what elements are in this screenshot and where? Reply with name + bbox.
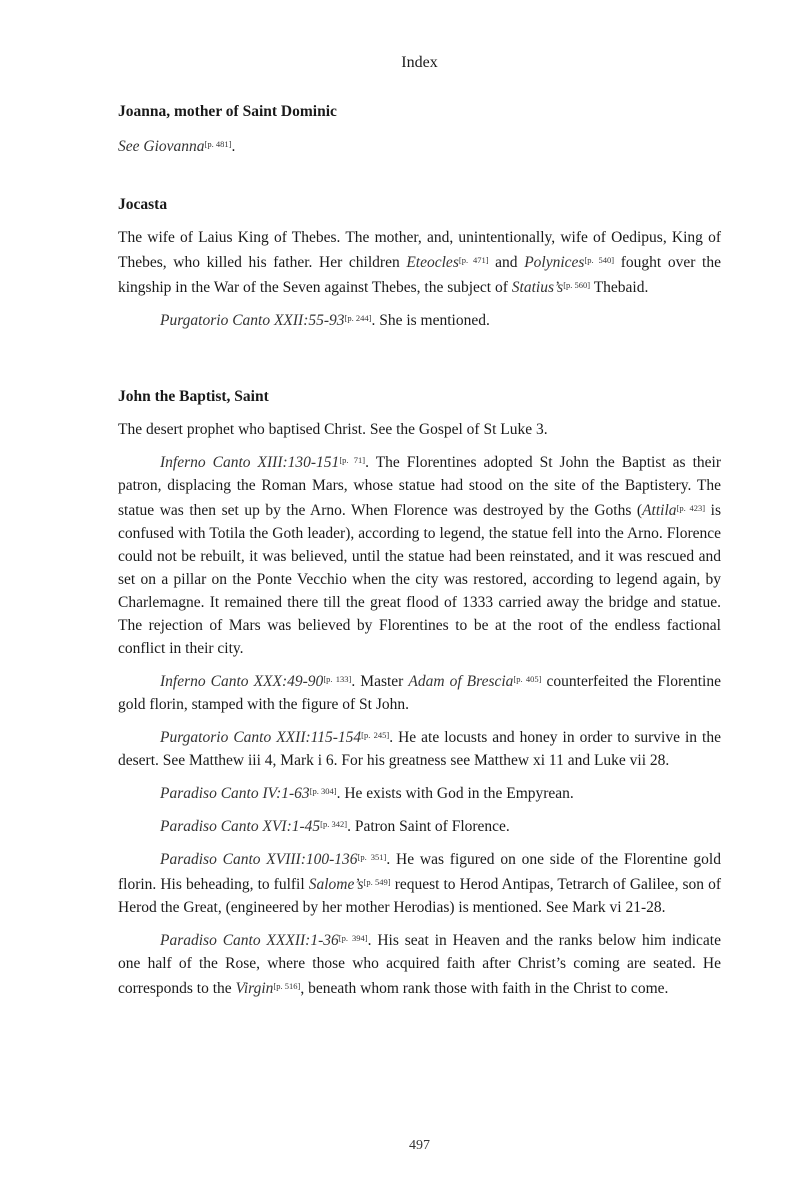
- link-statius[interactable]: Statius’s: [511, 279, 564, 296]
- link-polynices[interactable]: Polynices: [524, 254, 585, 271]
- canto-reference: Purgatorio Canto XXII:55-93[p. 244]. She is mentioned.: [160, 312, 490, 329]
- canto-link[interactable]: Inferno Canto XIII:130-151: [160, 454, 340, 471]
- entry-description: The desert prophet who baptised Christ. See the Gospel of St Luke 3.: [118, 421, 548, 438]
- link-salome[interactable]: Salome’s: [308, 876, 364, 893]
- link-adam-of-brescia[interactable]: Adam of Brescia: [408, 673, 514, 690]
- canto-link[interactable]: Paradiso Canto XXXII:1-36: [160, 932, 339, 949]
- canto-reference: Paradiso Canto XXXII:1-36[p. 394]. His seat in Heaven and the ranks below him indicate one half of the Rose, where those who acquired faith after Christ’s coming are seated. He corresponds to the Virgin[p. 516], beneath whom rank those with faith in the Christ to come.: [118, 932, 721, 997]
- see-reference: See Giovanna[p. 481].: [118, 138, 236, 155]
- entry-heading: John the Baptist, Saint: [118, 388, 269, 405]
- canto-reference: Inferno Canto XIII:130-151[p. 71]. The Florentines adopted St John the Baptist as their patron, displacing the Roman Mars, whose statue had stood on the site of the Baptistery. The statue was then set up by the Arno. When Florence was destroyed by the Goths (Attila[p. 423] is confused with Totila the Goth leader), according to legend, the statue fell into the Arno. Florence could not be rebuilt, it was believed, until the statue had been reinstated, and it was rescued and set on a pillar on the Ponte Vecchio when the city was restored, according to legend again, by Charlemagne. It remained there till the great flood of 1333 carried away the bridge and statue. The rejection of Mars was believed by Florentines to be at the root of the endless factional conflict in their city.: [118, 454, 721, 657]
- link-attila[interactable]: Attila: [642, 502, 677, 519]
- page-header: Index: [401, 54, 438, 71]
- canto-reference: Paradiso Canto IV:1-63[p. 304]. He exists with God in the Empyrean.: [160, 785, 574, 802]
- link-eteocles[interactable]: Eteocles: [406, 254, 459, 271]
- entry-john-the-baptist: [118, 386, 721, 1008]
- canto-reference: Purgatorio Canto XXII:115-154[p. 245]. He ate locusts and honey in order to survive in the desert. See Matthew iii 4, Mark i 6. For his greatness see Matthew xi 11 and Luke vii 28.: [118, 729, 721, 769]
- see-link[interactable]: See Giovanna: [118, 138, 205, 155]
- entry-heading: Joanna, mother of Saint Dominic: [118, 103, 337, 120]
- entry-joanna: [118, 101, 721, 166]
- page-number: 497: [409, 1138, 430, 1153]
- canto-link[interactable]: Purgatorio Canto XXII:55-93: [160, 312, 345, 329]
- page-ref: [p. 481]: [204, 139, 232, 149]
- canto-link[interactable]: Purgatorio Canto XXII:115-154: [160, 729, 362, 746]
- canto-reference: Paradiso Canto XVI:1-45[p. 342]. Patron Saint of Florence.: [160, 818, 510, 835]
- canto-link[interactable]: Paradiso Canto XVIII:100-136: [160, 851, 358, 868]
- canto-reference: Paradiso Canto XVIII:100-136[p. 351]. He was figured on one side of the Florentine gold florin. His beheading, to fulfil Salome’s[p. 549] request to Herod Antipas, Tetrarch of Galilee, son of Herod the Great, (engineered by her mother Herodias) is mentioned. See Mark vi 21-28.: [118, 851, 721, 916]
- canto-link[interactable]: Paradiso Canto XVI:1-45: [160, 818, 321, 835]
- canto-link[interactable]: Inferno Canto XXX:49-90: [160, 673, 324, 690]
- link-virgin[interactable]: Virgin: [235, 980, 274, 997]
- entry-heading: Jocasta: [118, 196, 168, 213]
- canto-reference: Inferno Canto XXX:49-90[p. 133]. Master Adam of Brescia[p. 405] counterfeited the Florentine gold florin, stamped with the figure of St John.: [118, 673, 721, 713]
- canto-link[interactable]: Paradiso Canto IV:1-63: [160, 785, 310, 802]
- entry-jocasta: [118, 194, 721, 340]
- entry-description: The wife of Laius King of Thebes. The mother, and, unintentionally, wife of Oedipus, King of Thebes, who killed his father. Her children Eteocles[p. 471] and Polynices[p. 540] fought over the kingship in the War of the Seven against Thebes, the subject of Statius’s[p. 560] Thebaid.: [118, 229, 721, 296]
